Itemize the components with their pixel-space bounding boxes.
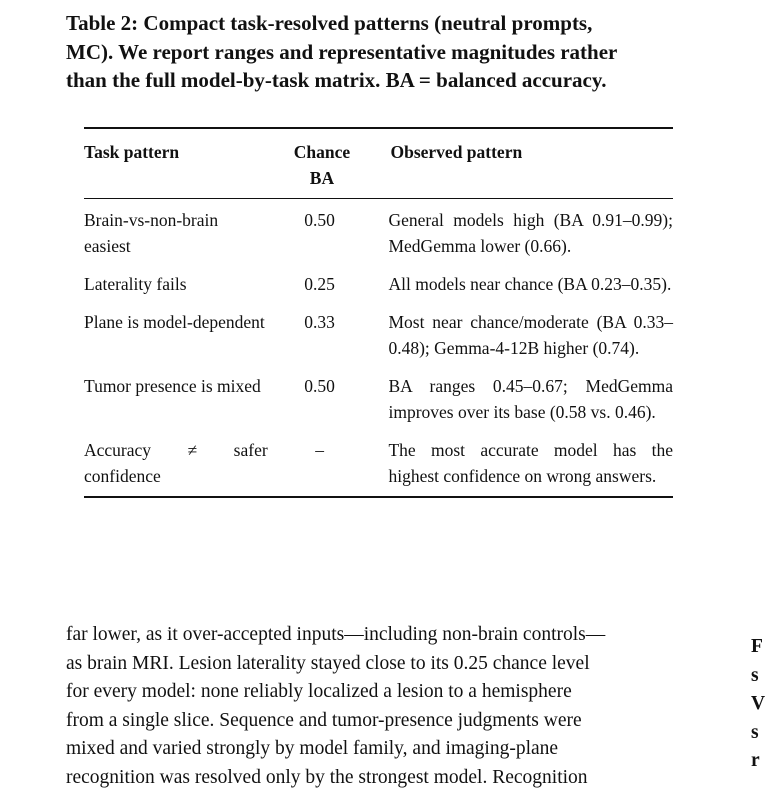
fragment-letter: s [751,721,759,743]
task-cell: Laterality fails [84,274,187,294]
fragment-letter: F [751,636,763,657]
chance-cell: 0.50 [304,376,335,396]
header-chance-line: Chance [293,142,351,162]
chance-cell: 0.25 [304,274,335,294]
chance-cell: 0.50 [304,210,335,230]
table-bottom-rule [84,496,673,498]
chance-cell: – [315,440,324,460]
paragraph-line: recognition was resolved only by the strongest model. Recognition [66,766,588,788]
paragraph-line: for every model: none reliably localized a lesion to a hemisphere [66,681,572,703]
fragment-letter: V [751,693,765,715]
header-ba-line: BA [309,168,335,188]
table-caption [66,9,696,95]
fragment-letter: r [751,750,760,772]
observed-cell: General models high (BA 0.91–0.99); MedGemma lower (0.66). [388,210,673,256]
fragment-letter: s [751,664,759,686]
observed-cell: BA ranges 0.45–0.67; MedGemma improves over its base (0.58 vs. 0.46). [388,376,673,422]
caption-line: than the full model-by-task matrix. BA = balanced accuracy. [66,68,607,92]
table-row [84,199,673,271]
task-cell: Accuracy ≠ safer confidence [84,440,268,486]
observed-cell: All models near chance (BA 0.23–0.35). [388,274,672,294]
table-row [84,373,673,437]
body-paragraph [66,621,692,793]
header-task-pattern: Task pattern [84,142,180,162]
paragraph-line: mixed and varied strongly by model family, and imaging-plane [66,738,559,760]
paragraph-line: from a single slice. Sequence and tumor-presence judgments were [66,709,582,731]
table-row [84,271,673,309]
paragraph-line: far lower, as it over-accepted inputs—including non-brain controls— [66,624,606,645]
table-row [84,437,673,496]
results-table [84,127,673,498]
task-cell: Plane is model-dependent [84,312,265,332]
task-cell: Brain-vs-non-brain easiest [84,210,219,256]
caption-line: MC). We report ranges and representative magnitudes rather [66,39,618,64]
table-row [84,309,673,373]
chance-cell: 0.33 [304,312,335,332]
observed-cell: The most accurate model has the highest confidence on wrong answers. [388,440,673,486]
header-chance-ba [266,139,373,191]
caption-line: Table 2: Compact task-resolved patterns (neutral prompts, [66,11,593,35]
adjacent-column-fragment [751,633,763,776]
paragraph-line: as brain MRI. Lesion laterality stayed close to its 0.25 chance level [66,652,590,674]
table-header-row [84,129,673,198]
task-cell: Tumor presence is mixed [84,376,261,396]
observed-cell: Most near chance/moderate (BA 0.33–0.48); Gemma-4-12B higher (0.74). [388,312,673,358]
header-observed-pattern: Observed pattern [390,142,523,162]
